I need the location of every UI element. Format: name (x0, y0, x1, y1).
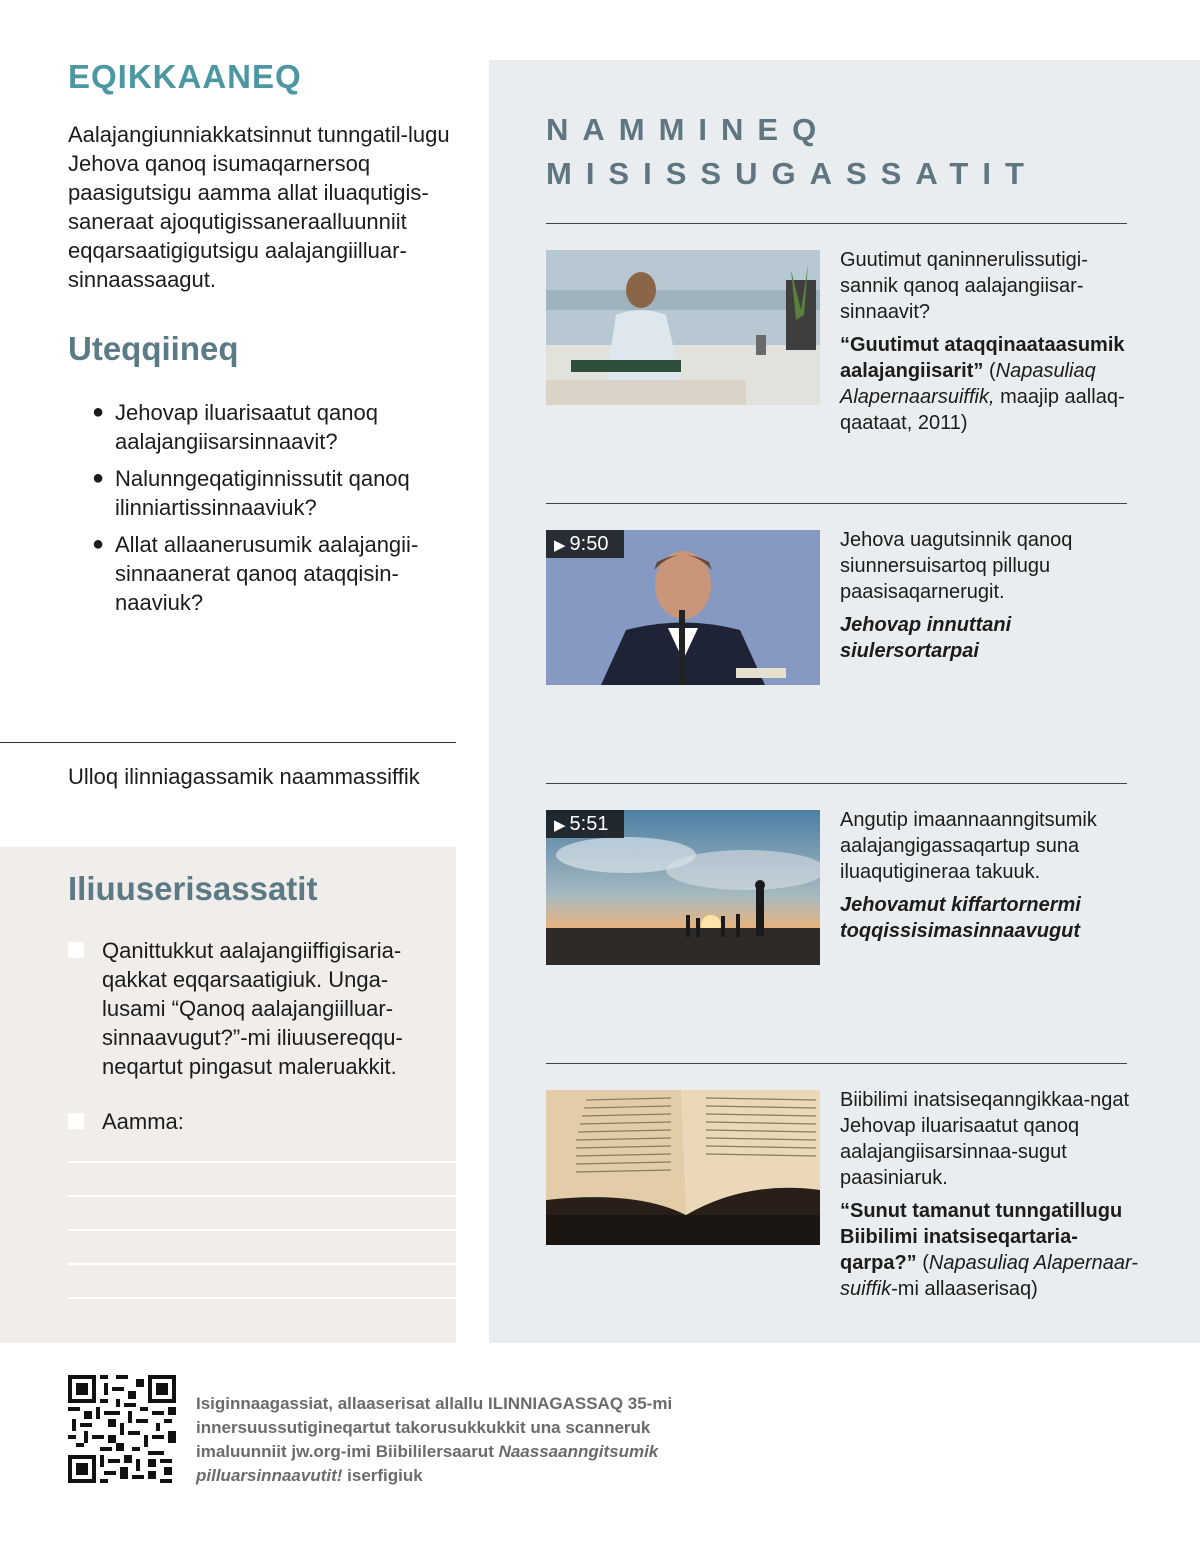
bullet-icon: ● (92, 533, 105, 555)
play-badge[interactable]: ▶ 5:51 (546, 810, 624, 838)
goal-item: Qanittukkut aalajangiiffigisaria-qakkat eqqarsaatigiuk. Unga-lusami “Qanoq aalajangiilluar-sinnaavugut?”-mi iliuusereqqu-neqartut pingasut maleruakkit. (68, 936, 438, 1081)
video-text: Angutip imaannaanngitsumik aalajangigassaqartup suna iluaqutigineraa takuuk. Jehovamut kiffartornermi toqqissisimasinnaavugut (840, 809, 1097, 942)
summary-title: EQIKKAANEQ (68, 58, 302, 95)
write-line[interactable] (68, 1297, 456, 1299)
review-item: ● Nalunngeqatiginnissutit qanoq ilinniartissinnaaviuk? (92, 466, 410, 520)
divider (0, 742, 456, 743)
play-badge[interactable]: ▶ 9:50 (546, 530, 624, 558)
divider (546, 223, 1127, 224)
checkbox[interactable] (68, 942, 84, 958)
review-list (90, 398, 445, 625)
video-text: Jehova uagutsinnik qanoq siunnersuisartoq pillugu paasisaqarnerugit. Jehovap innuttani siulersortarpai (840, 529, 1073, 662)
write-line[interactable] (68, 1229, 456, 1231)
qr-code-icon[interactable] (68, 1375, 176, 1483)
review-item: ● Jehovap iluarisaatut qanoq aalajangiisarsinnaavit? (92, 400, 378, 454)
extra-study-label: Ulloq ilinniagassamik naammassiffik (68, 764, 420, 789)
footer-note: Isiginnaagassiat, allaaserisat allallu ILINNIAGASSAQ 35-mi innersuussutigineqartut takorusukkukkit una scanneruk imaluunniit jw.org-imi Biibililersaarut Naassaanngitsumik pilluarsinnaavutit! iserfigiuk (196, 1394, 673, 1485)
article-image[interactable] (546, 1090, 820, 1245)
article-text: Biibilimi inatsiseqanngikkaa-ngat Jehovap iluarisaatut qanoq aalajangiisarsinnaa-sugut paasiniaruk. “Sunut tamanut tunngatillugu Biibilimi inatsiseqartaria-qarpa?” (Napasuliaq Alapernaar-suiffik-mi allaaserisaq) (840, 1089, 1138, 1300)
review-title: Uteqqiineq (68, 330, 239, 367)
article-image[interactable] (546, 250, 820, 405)
bullet-icon: ● (92, 467, 105, 489)
article-link[interactable]: “Sunut tamanut tunngatillugu Biibilimi inatsiseqartaria-qarpa?” (840, 1200, 1123, 1274)
checkbox[interactable] (68, 1113, 84, 1129)
play-icon: ▶ (554, 537, 566, 554)
review-item: ● Allat allaanerusumik aalajangii-sinnaanerat qanoq ataqqisin-naaviuk? (92, 532, 419, 615)
video-thumbnail[interactable] (546, 810, 820, 965)
write-line[interactable] (68, 1161, 456, 1163)
divider (546, 783, 1127, 784)
bullet-icon: ● (92, 401, 105, 423)
video-link[interactable]: Jehovamut kiffartornermi toqqissisimasinnaavugut (840, 894, 1081, 942)
write-line[interactable] (68, 1195, 456, 1197)
goals-title: Iliuuserisassatit (68, 870, 318, 907)
divider (546, 503, 1127, 504)
explore-title: NAMMINEQ MISISSUGASSATIT (546, 112, 1038, 191)
video-thumbnail[interactable] (546, 530, 820, 685)
article-link[interactable]: “Guutimut ataqqinaataasumik aalajangiisarit” (840, 334, 1125, 382)
video-link[interactable]: Jehovap innuttani siulersortarpai (840, 614, 1012, 662)
play-icon: ▶ (554, 817, 566, 834)
article-text: Guutimut qaninnerulissutigi-sannik qanoq aalajangiisar-sinnaavit? “Guutimut ataqqinaataasumik aalajangiisarit” (Napasuliaq Alapernaarsuiffik, maajip aallaq-qaataat, 2011) (840, 249, 1125, 434)
divider (546, 1063, 1127, 1064)
goal-item: Aamma: (68, 1107, 438, 1136)
summary-text: Aalajangiunniakkatsinnut tunngatil-lugu Jehova qanoq isumaqarnersoq paasigutsigu aamma allat iluaqutigis-saneraat ajoqutigissaneraalluunniit eqqarsaatigigutsigu aalajangiilluar-sinnaassaagut. (68, 122, 450, 292)
goals-panel (0, 847, 456, 1343)
write-line[interactable] (68, 1263, 456, 1265)
